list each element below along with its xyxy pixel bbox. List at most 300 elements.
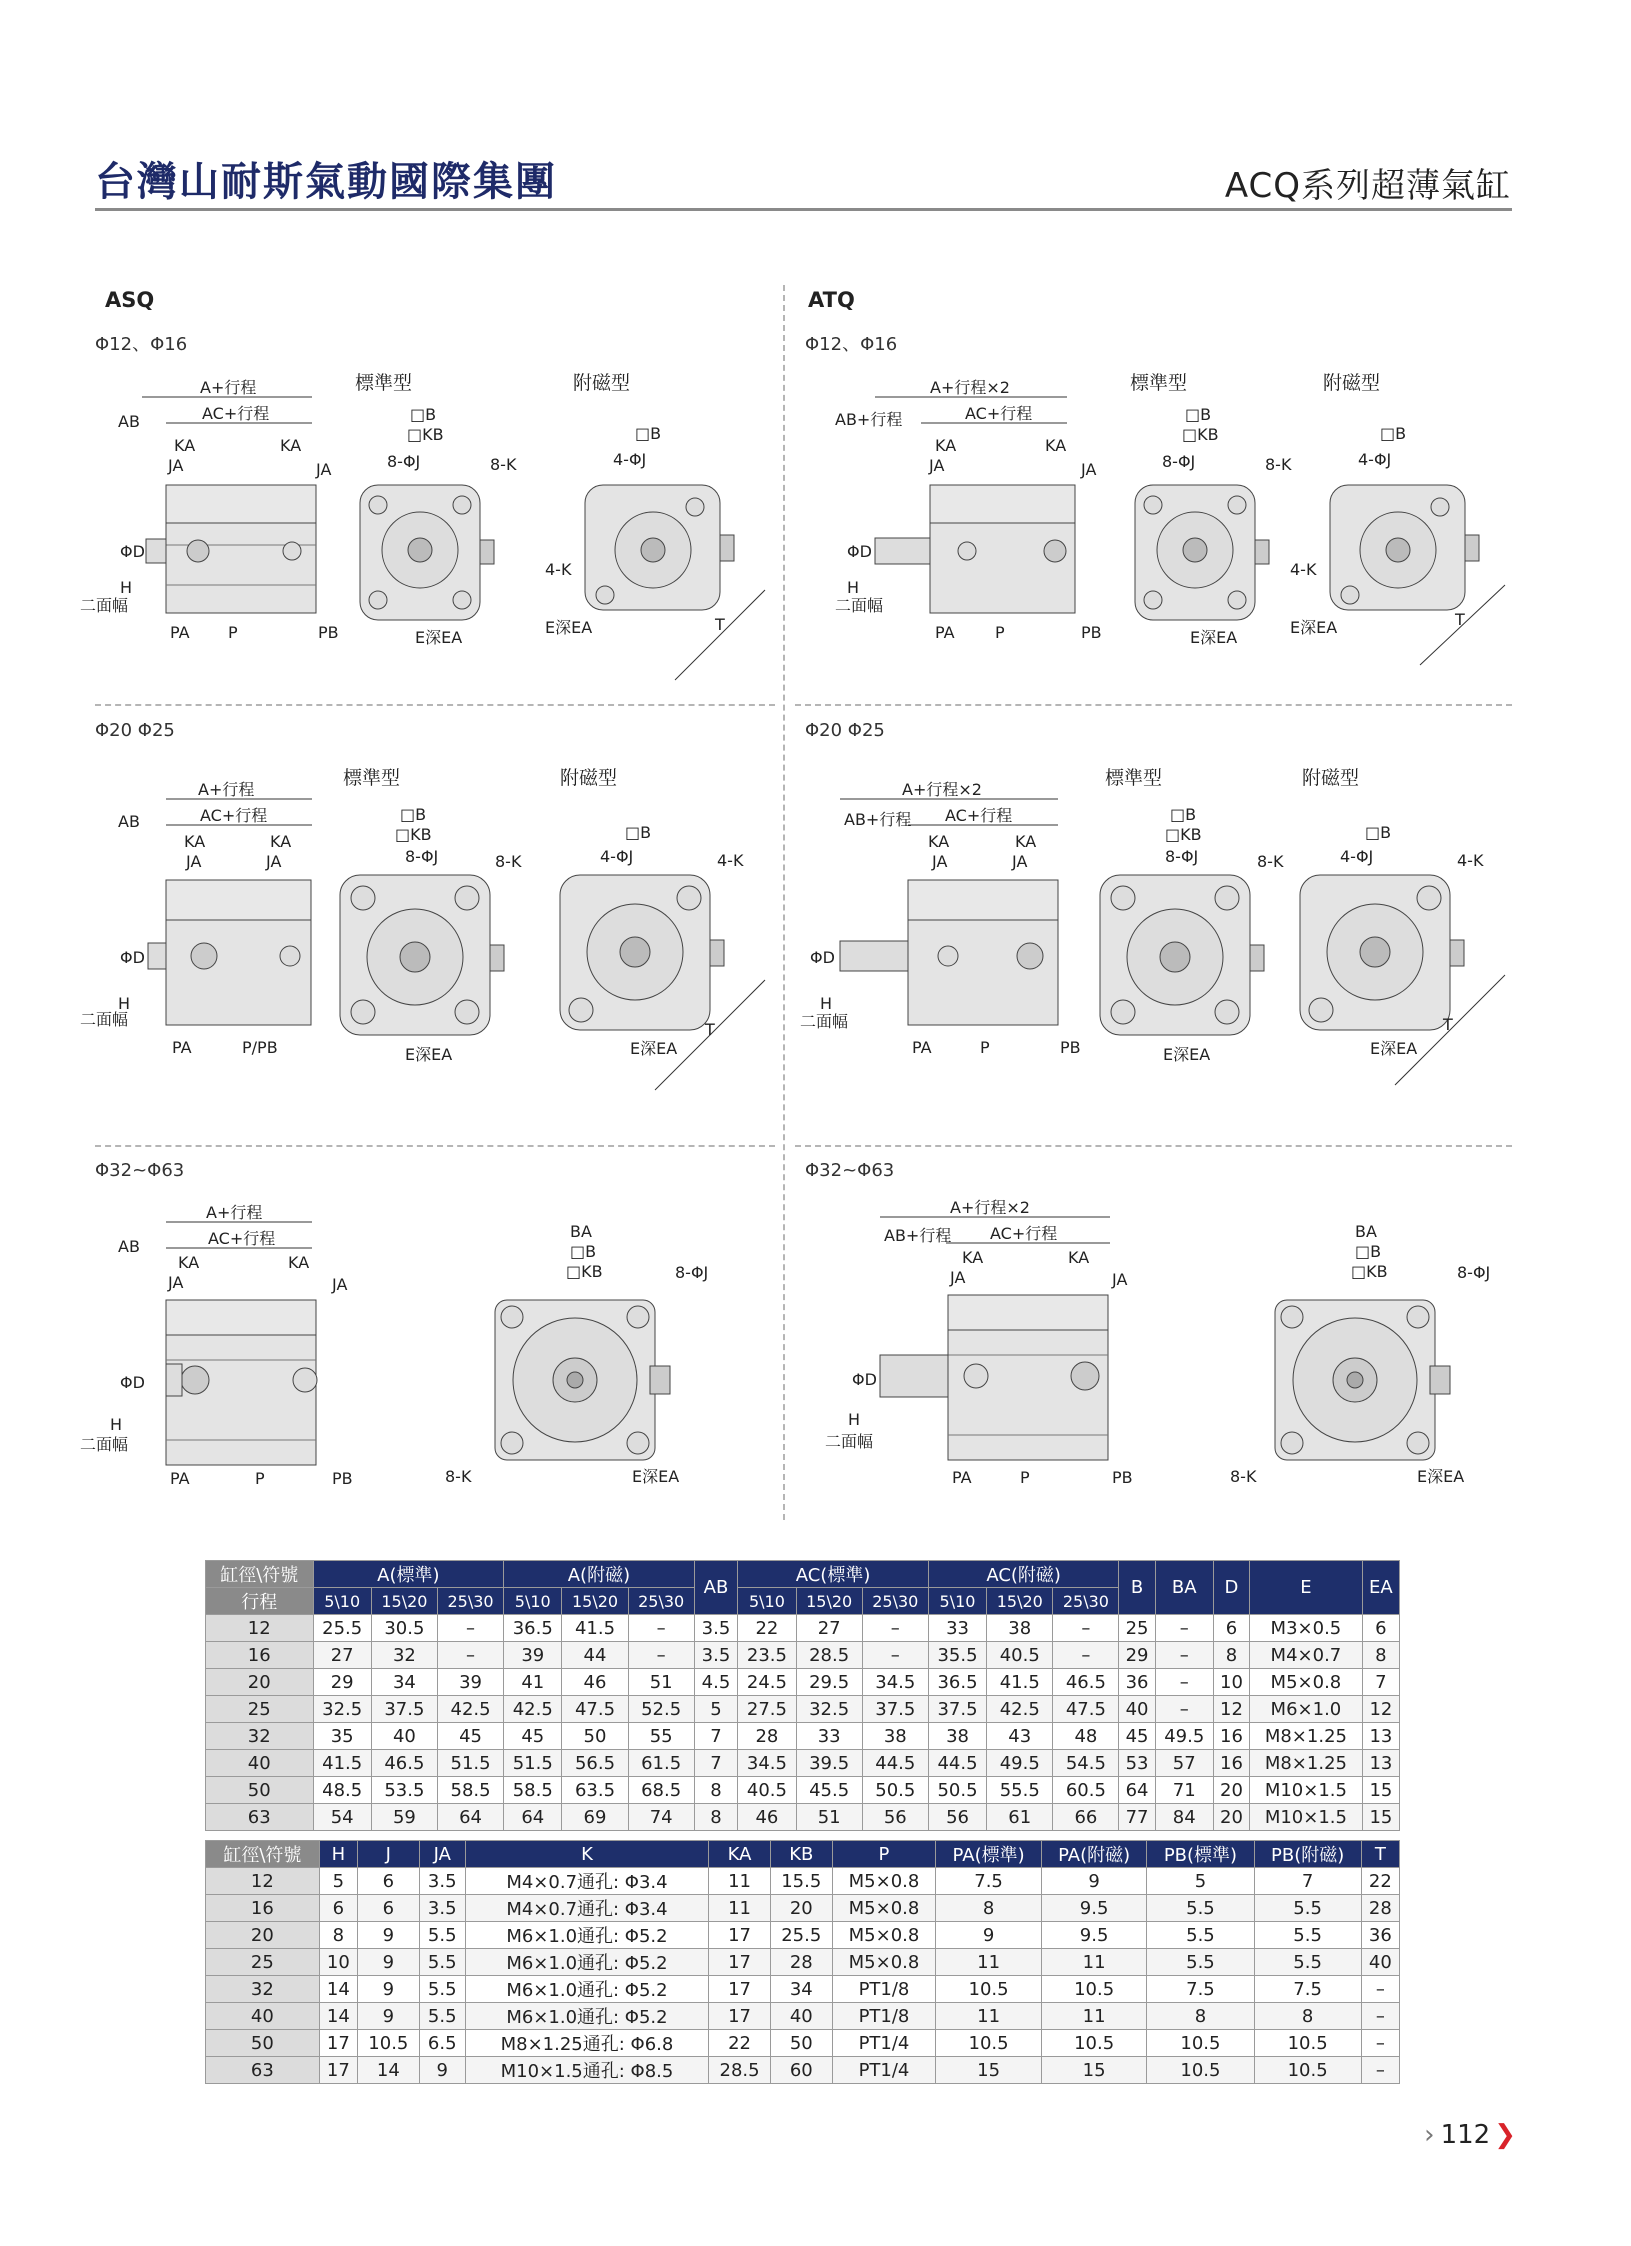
t2-header-cell: PB(標準) bbox=[1147, 1841, 1254, 1868]
svg-text:KA: KA bbox=[1045, 436, 1067, 455]
table-cell: 5.5 bbox=[1254, 1895, 1361, 1922]
table-cell: 44.5 bbox=[862, 1750, 928, 1777]
dim-ac-stroke: AC+行程 bbox=[202, 404, 270, 423]
svg-text:8-K: 8-K bbox=[445, 1467, 472, 1486]
table-cell: 36 bbox=[1361, 1922, 1399, 1949]
table-cell: – bbox=[1053, 1615, 1119, 1642]
table-cell: 6 bbox=[319, 1895, 357, 1922]
table-cell: 11 bbox=[709, 1868, 771, 1895]
table-cell: 61 bbox=[987, 1804, 1053, 1831]
asq-32-side-drawing bbox=[80, 1200, 370, 1500]
dim-a-stroke: A+行程 bbox=[200, 378, 257, 397]
svg-text:JA: JA bbox=[332, 1275, 348, 1294]
row-divider-2-right bbox=[795, 1145, 1512, 1147]
svg-text:AC+行程: AC+行程 bbox=[208, 1229, 276, 1248]
page-number bbox=[1424, 2120, 1516, 2150]
table-cell: 58.5 bbox=[437, 1777, 503, 1804]
table-cell: 55.5 bbox=[987, 1777, 1053, 1804]
table-cell: 29 bbox=[1119, 1642, 1155, 1669]
table-cell: 14 bbox=[357, 2057, 419, 2084]
table-cell: 9 bbox=[357, 1949, 419, 1976]
svg-text:8-K: 8-K bbox=[1257, 852, 1284, 871]
t2-header-cell: KB bbox=[770, 1841, 832, 1868]
table-cell: M4×0.7 bbox=[1250, 1642, 1363, 1669]
svg-text:KA: KA bbox=[178, 1253, 200, 1272]
table-cell: 69 bbox=[562, 1804, 628, 1831]
svg-text:PA: PA bbox=[912, 1038, 932, 1057]
table-cell: 84 bbox=[1155, 1804, 1213, 1831]
table-cell: 17 bbox=[709, 2003, 771, 2030]
table-cell: 11 bbox=[1041, 1949, 1147, 1976]
asq-title: ASQ bbox=[105, 288, 155, 312]
table-cell: 38 bbox=[928, 1723, 986, 1750]
svg-text:KA: KA bbox=[270, 832, 292, 851]
size-label-32-63-right: Φ32~Φ63 bbox=[805, 1160, 895, 1181]
svg-text:□B: □B bbox=[625, 823, 652, 842]
table-cell: 34.5 bbox=[862, 1669, 928, 1696]
table-cell: M4×0.7通孔: Φ3.4 bbox=[465, 1895, 708, 1922]
table-cell: 64 bbox=[504, 1804, 562, 1831]
bore-size-cell: 20 bbox=[206, 1922, 320, 1949]
svg-text:4-ΦJ: 4-ΦJ bbox=[600, 847, 634, 866]
table-cell: 9 bbox=[936, 1922, 1042, 1949]
table-cell: – bbox=[1155, 1696, 1213, 1723]
dim-ja-1: JA bbox=[168, 456, 184, 475]
svg-text:H: H bbox=[820, 994, 833, 1013]
table-cell: 39 bbox=[437, 1669, 503, 1696]
table-cell: 71 bbox=[1155, 1777, 1213, 1804]
svg-text:AB+行程: AB+行程 bbox=[844, 810, 912, 829]
table-cell: 11 bbox=[1041, 2003, 1147, 2030]
table-cell: 51 bbox=[628, 1669, 694, 1696]
asq-12-standard-front bbox=[355, 400, 535, 650]
table-cell: 17 bbox=[709, 1976, 771, 2003]
bore-size-cell: 12 bbox=[206, 1615, 314, 1642]
svg-text:8-K: 8-K bbox=[490, 455, 517, 474]
table-cell: 6 bbox=[1362, 1615, 1399, 1642]
table-cell: 42.5 bbox=[987, 1696, 1053, 1723]
atq-title: ATQ bbox=[808, 288, 855, 312]
table-cell: 7 bbox=[1254, 1868, 1361, 1895]
table-cell: 24.5 bbox=[738, 1669, 796, 1696]
table-cell: 7 bbox=[1362, 1669, 1399, 1696]
table-cell: 51 bbox=[796, 1804, 862, 1831]
table-cell: 20 bbox=[770, 1895, 832, 1922]
table-cell: 27 bbox=[796, 1615, 862, 1642]
table-cell: 5.5 bbox=[1147, 1895, 1254, 1922]
table-cell: 40.5 bbox=[987, 1642, 1053, 1669]
table-cell: 48 bbox=[1053, 1723, 1119, 1750]
size-label-20-25-left: Φ20 Φ25 bbox=[95, 720, 175, 741]
table-cell: 11 bbox=[709, 1895, 771, 1922]
svg-text:KA: KA bbox=[288, 1253, 310, 1272]
bore-size-cell: 12 bbox=[206, 1868, 320, 1895]
table-cell: 5.5 bbox=[1254, 1949, 1361, 1976]
t1-body bbox=[206, 1615, 1400, 1831]
svg-text:E深EA: E深EA bbox=[415, 628, 463, 647]
row-divider-2-left bbox=[95, 1145, 775, 1147]
table-cell: PT1/4 bbox=[832, 2057, 936, 2084]
table-cell: 39 bbox=[504, 1642, 562, 1669]
table-cell: 36.5 bbox=[928, 1669, 986, 1696]
table-cell: – bbox=[437, 1642, 503, 1669]
svg-text:KA: KA bbox=[1068, 1248, 1090, 1267]
t1-corner-bottom: 行程 bbox=[206, 1588, 314, 1615]
dim-two-flats: 二面幅 bbox=[80, 596, 129, 615]
table-cell: 66 bbox=[1053, 1804, 1119, 1831]
asq-12-magnetic-front bbox=[545, 425, 775, 675]
table-cell: 7.5 bbox=[936, 1868, 1042, 1895]
table-cell: 3.5 bbox=[419, 1895, 465, 1922]
standard-label-1l: 標準型 bbox=[355, 372, 413, 394]
standard-label-2l: 標準型 bbox=[343, 767, 401, 789]
svg-text:A+行程×2: A+行程×2 bbox=[950, 1198, 1030, 1217]
svg-text:AC+行程: AC+行程 bbox=[990, 1224, 1058, 1243]
svg-text:□KB: □KB bbox=[566, 1262, 603, 1281]
table-cell: M10×1.5 bbox=[1250, 1804, 1363, 1831]
table-cell: 8 bbox=[1362, 1642, 1399, 1669]
svg-text:JA: JA bbox=[1012, 852, 1028, 871]
svg-text:JA: JA bbox=[929, 456, 945, 475]
bore-size-cell: 50 bbox=[206, 1777, 314, 1804]
table-cell: 15.5 bbox=[770, 1868, 832, 1895]
table-cell: 10.5 bbox=[1041, 1976, 1147, 2003]
table-cell: 10.5 bbox=[936, 1976, 1042, 2003]
svg-text:□KB: □KB bbox=[1182, 425, 1219, 444]
table-cell: 44 bbox=[562, 1642, 628, 1669]
t1-group-b: B bbox=[1119, 1561, 1155, 1615]
size-label-32-63-left: Φ32~Φ63 bbox=[95, 1160, 185, 1181]
table-cell: 40 bbox=[1119, 1696, 1155, 1723]
table-cell: 49.5 bbox=[987, 1750, 1053, 1777]
svg-text:KA: KA bbox=[1015, 832, 1037, 851]
table-cell: 34 bbox=[770, 1976, 832, 2003]
dim-pb: PB bbox=[318, 623, 339, 642]
table-cell: M8×1.25 bbox=[1250, 1723, 1363, 1750]
dimension-table-2 bbox=[205, 1840, 1400, 2084]
table-cell: 54.5 bbox=[1053, 1750, 1119, 1777]
table-cell: 32.5 bbox=[313, 1696, 371, 1723]
table-cell: 52.5 bbox=[628, 1696, 694, 1723]
table-cell: M5×0.8 bbox=[1250, 1669, 1363, 1696]
table-cell: 56 bbox=[928, 1804, 986, 1831]
atq-12-standard-front bbox=[1125, 400, 1305, 650]
table-cell: 5.5 bbox=[419, 2003, 465, 2030]
table-cell: 38 bbox=[862, 1723, 928, 1750]
svg-text:P: P bbox=[1020, 1468, 1030, 1487]
table-cell: 7.5 bbox=[1254, 1976, 1361, 2003]
svg-text:ΦD: ΦD bbox=[852, 1370, 877, 1389]
table-cell: 10.5 bbox=[936, 2030, 1042, 2057]
svg-text:T: T bbox=[1455, 610, 1465, 629]
table-cell: 10 bbox=[1213, 1669, 1249, 1696]
svg-text:ΦD: ΦD bbox=[847, 542, 872, 561]
svg-text:PA: PA bbox=[170, 1469, 190, 1488]
table-cell: – bbox=[1053, 1642, 1119, 1669]
svg-text:JA: JA bbox=[186, 852, 202, 871]
table-cell: 5 bbox=[319, 1868, 357, 1895]
table-cell: 55 bbox=[628, 1723, 694, 1750]
table-cell: 8 bbox=[1213, 1642, 1249, 1669]
dim-ka-1: KA bbox=[174, 436, 196, 455]
table-cell: 11 bbox=[936, 2003, 1042, 2030]
svg-text:E深EA: E深EA bbox=[545, 618, 593, 637]
t1-group-d: D bbox=[1213, 1561, 1249, 1615]
table-cell: 8 bbox=[936, 1895, 1042, 1922]
table-cell: 5.5 bbox=[419, 1922, 465, 1949]
svg-text:PA: PA bbox=[935, 623, 955, 642]
t1-group-ab: AB bbox=[694, 1561, 738, 1615]
table-cell: 14 bbox=[319, 1976, 357, 2003]
table-cell: – bbox=[1361, 1976, 1399, 2003]
svg-text:□KB: □KB bbox=[1351, 1262, 1388, 1281]
table-cell: 22 bbox=[1361, 1868, 1399, 1895]
svg-text:BA: BA bbox=[1355, 1222, 1377, 1241]
table-cell: M5×0.8 bbox=[832, 1949, 936, 1976]
table-cell: – bbox=[1361, 2003, 1399, 2030]
svg-text:PB: PB bbox=[1060, 1038, 1081, 1057]
table-cell: PT1/8 bbox=[832, 1976, 936, 2003]
svg-text:E深EA: E深EA bbox=[1163, 1045, 1211, 1064]
table-cell: 8 bbox=[694, 1804, 738, 1831]
svg-text:A+行程×2: A+行程×2 bbox=[930, 378, 1010, 397]
atq-12-side-drawing bbox=[835, 375, 1105, 655]
table-cell: 9 bbox=[357, 1976, 419, 2003]
table-row bbox=[206, 1868, 1400, 1895]
bore-size-cell: 50 bbox=[206, 2030, 320, 2057]
svg-text:8-K: 8-K bbox=[1230, 1467, 1257, 1486]
svg-text:4-K: 4-K bbox=[1457, 851, 1484, 870]
t1-corner-top: 缸徑\符號 bbox=[206, 1561, 314, 1588]
table-cell: 28.5 bbox=[709, 2057, 771, 2084]
red-arrow-icon: ❯ bbox=[1494, 2120, 1516, 2150]
table-cell: 58.5 bbox=[504, 1777, 562, 1804]
bore-size-cell: 63 bbox=[206, 2057, 320, 2084]
table-cell: 46.5 bbox=[371, 1750, 437, 1777]
header-divider bbox=[95, 208, 1512, 211]
svg-text:8-ΦJ: 8-ΦJ bbox=[1162, 452, 1196, 471]
table-cell: 22 bbox=[709, 2030, 771, 2057]
table-cell: 28 bbox=[1361, 1895, 1399, 1922]
table-cell: M6×1.0通孔: Φ5.2 bbox=[465, 1976, 708, 2003]
table-row bbox=[206, 1696, 1400, 1723]
dim-ka-2: KA bbox=[280, 436, 302, 455]
bore-size-cell: 40 bbox=[206, 1750, 314, 1777]
table-cell: 35 bbox=[313, 1723, 371, 1750]
svg-text:AB: AB bbox=[118, 812, 140, 831]
svg-text:4-ΦJ: 4-ΦJ bbox=[1340, 847, 1374, 866]
row-divider-1-right bbox=[795, 704, 1512, 706]
svg-text:KA: KA bbox=[962, 1248, 984, 1267]
standard-label-1r: 標準型 bbox=[1130, 372, 1188, 394]
table-cell: 33 bbox=[796, 1723, 862, 1750]
table-row bbox=[206, 2003, 1400, 2030]
t1-group-ea: EA bbox=[1362, 1561, 1399, 1615]
table-cell: 77 bbox=[1119, 1804, 1155, 1831]
table-cell: 45 bbox=[1119, 1723, 1155, 1750]
asq-20-side-drawing bbox=[80, 775, 350, 1065]
table-cell: 46 bbox=[562, 1669, 628, 1696]
dim-pa: PA bbox=[170, 623, 190, 642]
table-cell: 68.5 bbox=[628, 1777, 694, 1804]
svg-text:4-K: 4-K bbox=[717, 851, 744, 870]
table-cell: 37.5 bbox=[928, 1696, 986, 1723]
table-cell: 41.5 bbox=[987, 1669, 1053, 1696]
table-cell: 7.5 bbox=[1147, 1976, 1254, 2003]
table-cell: 17 bbox=[319, 2030, 357, 2057]
table-cell: M8×1.25 bbox=[1250, 1750, 1363, 1777]
table-cell: 4.5 bbox=[694, 1669, 738, 1696]
svg-text:AC+行程: AC+行程 bbox=[945, 806, 1013, 825]
svg-text:□B: □B bbox=[400, 805, 427, 824]
svg-text:4-ΦJ: 4-ΦJ bbox=[613, 450, 647, 469]
svg-text:H: H bbox=[847, 578, 860, 597]
magnetic-label-2r: 附磁型 bbox=[1302, 767, 1360, 789]
size-label-12-16-right: Φ12、Φ16 bbox=[805, 334, 898, 355]
svg-text:P: P bbox=[995, 623, 1005, 642]
dim-p: P bbox=[228, 623, 238, 642]
t2-header-cell: PB(附磁) bbox=[1254, 1841, 1361, 1868]
table-cell: 10 bbox=[319, 1949, 357, 1976]
table-cell: 8 bbox=[694, 1777, 738, 1804]
table-cell: M4×0.7通孔: Φ3.4 bbox=[465, 1868, 708, 1895]
svg-text:□B: □B bbox=[570, 1242, 597, 1261]
table-cell: 47.5 bbox=[562, 1696, 628, 1723]
table-cell: 28 bbox=[770, 1949, 832, 1976]
table-cell: 9.5 bbox=[1041, 1922, 1147, 1949]
table-cell: 10.5 bbox=[1147, 2057, 1254, 2084]
table-cell: 6 bbox=[1213, 1615, 1249, 1642]
table-cell: 42.5 bbox=[504, 1696, 562, 1723]
table-cell: 64 bbox=[1119, 1777, 1155, 1804]
svg-text:□B: □B bbox=[1170, 805, 1197, 824]
table-cell: 60 bbox=[770, 2057, 832, 2084]
svg-text:E深EA: E深EA bbox=[1417, 1467, 1465, 1486]
t1-group-a-std: A(標準) bbox=[313, 1561, 504, 1588]
table-cell: – bbox=[628, 1615, 694, 1642]
svg-text:E深EA: E深EA bbox=[1370, 1039, 1418, 1058]
table-cell: 3.5 bbox=[694, 1642, 738, 1669]
table-cell: 15 bbox=[1362, 1804, 1399, 1831]
table-cell: 53 bbox=[1119, 1750, 1155, 1777]
table-cell: 27 bbox=[313, 1642, 371, 1669]
table-cell: 17 bbox=[319, 2057, 357, 2084]
asq-20-standard-front bbox=[335, 800, 535, 1070]
svg-text:8-ΦJ: 8-ΦJ bbox=[1165, 847, 1199, 866]
dim-ja-2: JA bbox=[316, 460, 332, 479]
svg-text:PA: PA bbox=[952, 1468, 972, 1487]
table-cell: 5 bbox=[694, 1696, 738, 1723]
table-cell: 34.5 bbox=[738, 1750, 796, 1777]
size-label-20-25-right: Φ20 Φ25 bbox=[805, 720, 885, 741]
svg-text:AB+行程: AB+行程 bbox=[884, 1226, 952, 1245]
table-cell: M5×0.8 bbox=[832, 1868, 936, 1895]
table-cell: 41.5 bbox=[313, 1750, 371, 1777]
table-cell: 51.5 bbox=[437, 1750, 503, 1777]
table-cell: 22 bbox=[738, 1615, 796, 1642]
svg-text:T: T bbox=[705, 1020, 715, 1039]
table-cell: 61.5 bbox=[628, 1750, 694, 1777]
bore-size-cell: 63 bbox=[206, 1804, 314, 1831]
table-cell: 57 bbox=[1155, 1750, 1213, 1777]
svg-text:□KB: □KB bbox=[407, 425, 444, 444]
asq-12-side-drawing bbox=[80, 375, 350, 655]
table-cell: 11 bbox=[936, 1949, 1042, 1976]
svg-text:P: P bbox=[980, 1038, 990, 1057]
table-cell: – bbox=[862, 1642, 928, 1669]
table-row bbox=[206, 1804, 1400, 1831]
table-cell: 25.5 bbox=[770, 1922, 832, 1949]
table-cell: 7 bbox=[694, 1750, 738, 1777]
svg-text:JA: JA bbox=[1112, 1270, 1128, 1289]
svg-text:KA: KA bbox=[928, 832, 950, 851]
svg-text:KA: KA bbox=[184, 832, 206, 851]
bore-size-cell: 25 bbox=[206, 1949, 320, 1976]
svg-text:E深EA: E深EA bbox=[1290, 618, 1338, 637]
magnetic-label-1l: 附磁型 bbox=[573, 372, 631, 394]
table-cell: M6×1.0通孔: Φ5.2 bbox=[465, 2003, 708, 2030]
svg-text:BA: BA bbox=[570, 1222, 592, 1241]
svg-text:□B: □B bbox=[1380, 424, 1407, 443]
table-cell: 50.5 bbox=[862, 1777, 928, 1804]
magnetic-label-1r: 附磁型 bbox=[1323, 372, 1381, 394]
svg-text:JA: JA bbox=[932, 852, 948, 871]
table-cell: 34 bbox=[371, 1669, 437, 1696]
svg-text:8-ΦJ: 8-ΦJ bbox=[675, 1263, 709, 1282]
table-row bbox=[206, 1642, 1400, 1669]
table-cell: 47.5 bbox=[1053, 1696, 1119, 1723]
table-cell: PT1/8 bbox=[832, 2003, 936, 2030]
atq-20-side-drawing bbox=[800, 775, 1090, 1065]
table-cell: 36.5 bbox=[504, 1615, 562, 1642]
svg-text:E深EA: E深EA bbox=[1190, 628, 1238, 647]
table-cell: 16 bbox=[1213, 1750, 1249, 1777]
atq-20-standard-front bbox=[1095, 800, 1295, 1070]
table-cell: 5.5 bbox=[1147, 1949, 1254, 1976]
table-cell: 40.5 bbox=[738, 1777, 796, 1804]
atq-32-side-drawing bbox=[820, 1195, 1140, 1495]
table-cell: 40 bbox=[770, 2003, 832, 2030]
svg-text:ΦD: ΦD bbox=[120, 1373, 145, 1392]
table-cell: 6 bbox=[357, 1895, 419, 1922]
t2-header-cell: J bbox=[357, 1841, 419, 1868]
table-cell: 60.5 bbox=[1053, 1777, 1119, 1804]
svg-text:二面幅: 二面幅 bbox=[80, 1010, 129, 1029]
table-cell: 7 bbox=[694, 1723, 738, 1750]
table-cell: 28.5 bbox=[796, 1642, 862, 1669]
table-cell: 51.5 bbox=[504, 1750, 562, 1777]
svg-text:A+行程: A+行程 bbox=[198, 780, 255, 799]
bore-size-cell: 20 bbox=[206, 1669, 314, 1696]
bore-size-cell: 25 bbox=[206, 1696, 314, 1723]
table-cell: 9 bbox=[419, 2057, 465, 2084]
table-cell: PT1/4 bbox=[832, 2030, 936, 2057]
table-cell: 13 bbox=[1362, 1723, 1399, 1750]
svg-text:ΦD: ΦD bbox=[120, 948, 145, 967]
table-cell: 8 bbox=[319, 1922, 357, 1949]
table-cell: 49.5 bbox=[1155, 1723, 1213, 1750]
bore-size-cell: 32 bbox=[206, 1723, 314, 1750]
table-cell: – bbox=[628, 1642, 694, 1669]
table-cell: 40 bbox=[1361, 1949, 1399, 1976]
table-row bbox=[206, 1949, 1400, 1976]
t1-group-a-mag: A(附磁) bbox=[504, 1561, 695, 1588]
table-cell: 5.5 bbox=[419, 1976, 465, 2003]
svg-text:□B: □B bbox=[1365, 823, 1392, 842]
table-cell: 23.5 bbox=[738, 1642, 796, 1669]
svg-text:8-K: 8-K bbox=[495, 852, 522, 871]
table-cell: 10.5 bbox=[1254, 2030, 1361, 2057]
